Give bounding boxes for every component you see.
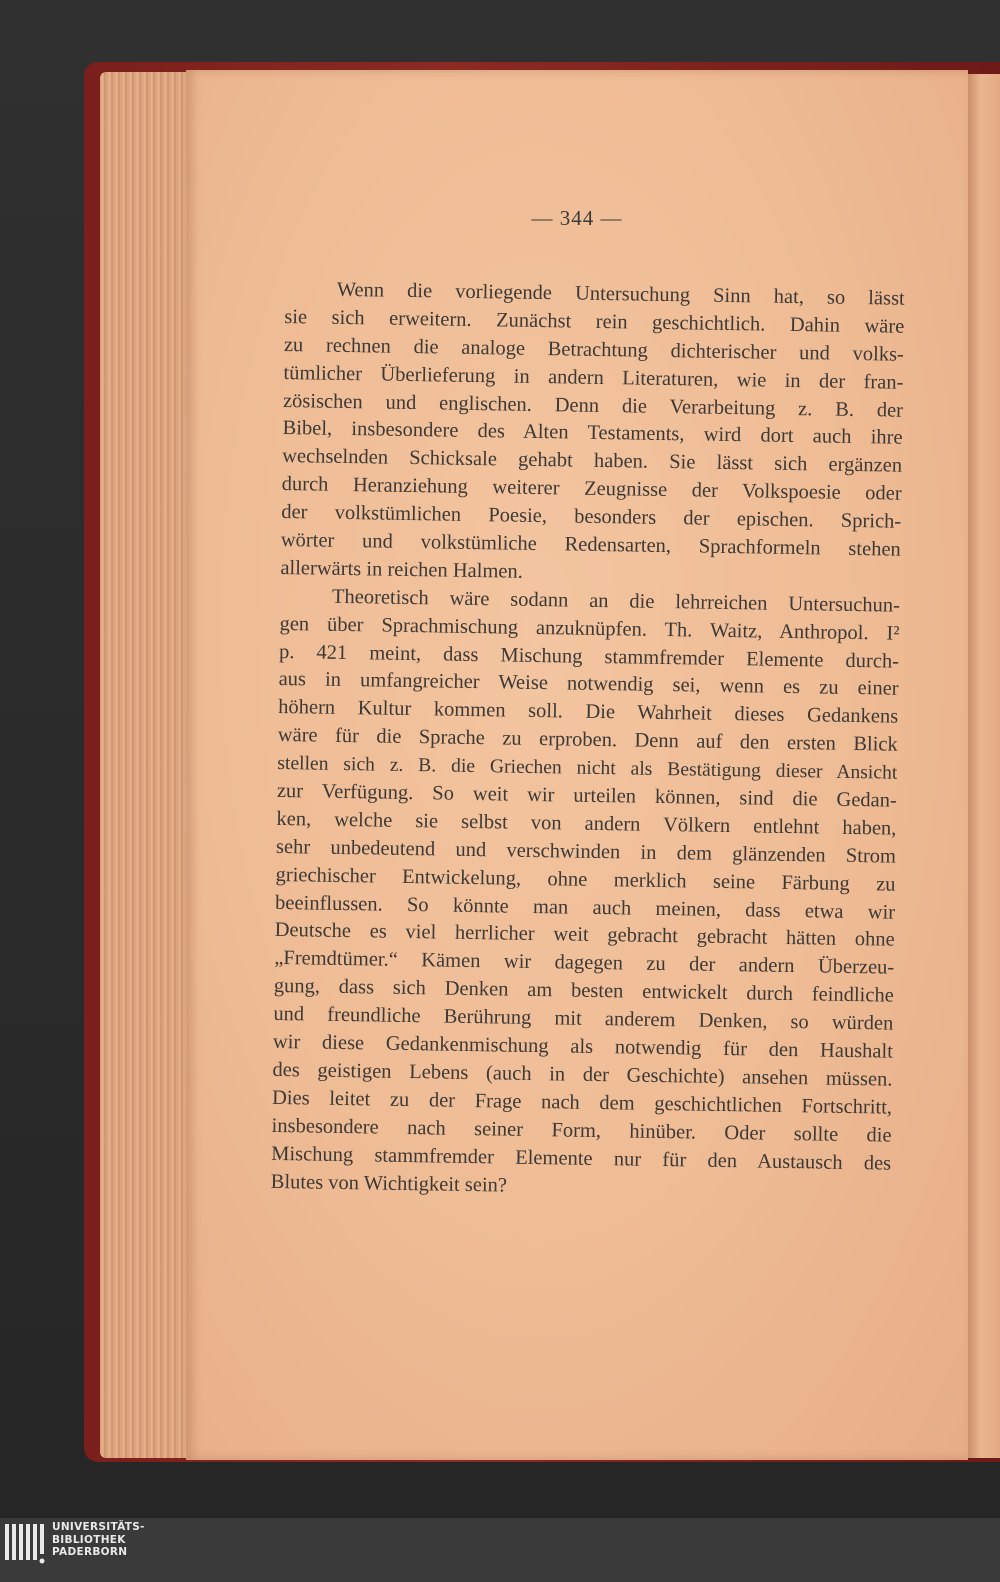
text-line: p. 421 meint, dass Mischung stammfremder Elemente durch- xyxy=(278,640,900,673)
text-line: tümlicher Überlieferung in andern Literaturen, wie in der fran- xyxy=(283,361,904,394)
text-line: aus in umfangreicher Weise notwendig sei, wenn es zu einer xyxy=(278,668,899,701)
text-line: allerwärts in reichen Halmen. xyxy=(280,556,524,583)
text-line: stellen sich z. B. die Griechen nicht als Bestätigung dieser Ansicht xyxy=(277,753,898,784)
library-name xyxy=(52,1521,145,1559)
text-line: „Fremdtümer.“ Kämen wir dagegen zu der andern Überzeu- xyxy=(274,947,895,980)
text-line: höhern Kultur kommen soll. Die Wahrheit dieses Gedankens xyxy=(278,696,899,729)
page-number: — 344 — xyxy=(531,206,623,230)
library-name-line: BIBLIOTHEK xyxy=(52,1533,126,1546)
text-line: ken, welche sie selbst von andern Völkern entlehnt haben, xyxy=(276,807,897,840)
text-line: wörter und volkstümliche Redensarten, Sprachformeln stehen xyxy=(280,528,901,561)
text-line: beeinflussen. So könnte man auch meinen, dass etwa wir xyxy=(274,891,896,924)
page-edges xyxy=(100,72,200,1458)
text-line: gen über Sprachmischung anzuknüpfen. Th. Waitz, Anthropol. I² xyxy=(279,612,900,645)
text-line: zur Verfügung. So weit wir urteilen können, sind die Gedan- xyxy=(276,779,898,812)
text-line: sehr unbedeutend und verschwinden in dem glänzenden Strom xyxy=(275,835,897,868)
text-line: Dies leitet zu der Frage nach dem geschichtlichen Fortschritt, xyxy=(271,1086,893,1119)
text-line: Wenn die vorliegende Untersuchung Sinn hat, so lässt xyxy=(336,278,905,310)
facing-page-edge xyxy=(968,74,1000,1458)
text-line: und freundliche Berührung mit anderem Denken, so würden xyxy=(273,1003,894,1035)
text-line: Deutsche es viel herrlicher weit gebracht gebracht hätten ohne xyxy=(274,919,895,952)
text-line: sie sich erweitern. Zunächst rein geschichtlich. Dahin wäre xyxy=(284,305,905,338)
body-text xyxy=(271,276,905,1206)
text-line: durch Heranziehung weiterer Zeugnisse der Volkspoesie oder xyxy=(281,473,902,505)
text-line: des geistigen Lebens (auch in der Geschichte) ansehen müssen. xyxy=(272,1058,893,1091)
library-name-line: PADERBORN xyxy=(52,1546,128,1558)
text-line: insbesondere nach seiner Form, hinüber. Oder sollte die xyxy=(271,1114,892,1147)
text-line: zu rechnen die analoge Betrachtung dichterischer und volks- xyxy=(283,333,905,366)
footer-bar xyxy=(0,1518,1000,1582)
text-line: zösischen und englischen. Denn die Verarbeitung z. B. der xyxy=(282,389,904,422)
text-line: Theoretisch wäre sodann an die lehrreichen Untersuchun- xyxy=(331,585,901,617)
text-line: gung, dass sich Denken am besten entwickelt durch feindliche xyxy=(273,975,894,1007)
text-line: griechischer Entwickelung, ohne merklich seine Färbung zu xyxy=(275,863,896,896)
text-line: wir diese Gedankenmischung als notwendig für den Haushalt xyxy=(272,1030,894,1063)
text-line: der volkstümlichen Poesie, besonders der epischen. Sprich- xyxy=(281,501,902,533)
text-line: Blutes von Wichtigkeit sein? xyxy=(270,1170,508,1197)
library-name-line: UNIVERSITÄTS- xyxy=(52,1521,145,1533)
text-line: wäre für die Sprache zu erproben. Denn auf den ersten Blick xyxy=(277,724,898,756)
library-logo-icon xyxy=(4,1522,48,1566)
text-line: Mischung stammfremder Elemente nur für den Austausch des xyxy=(271,1142,892,1175)
text-line: Bibel, insbesondere des Alten Testaments, wird dort auch ihre xyxy=(282,417,903,450)
text-line: wechselnden Schicksale gehabt haben. Sie lässt sich ergänzen xyxy=(281,445,903,478)
